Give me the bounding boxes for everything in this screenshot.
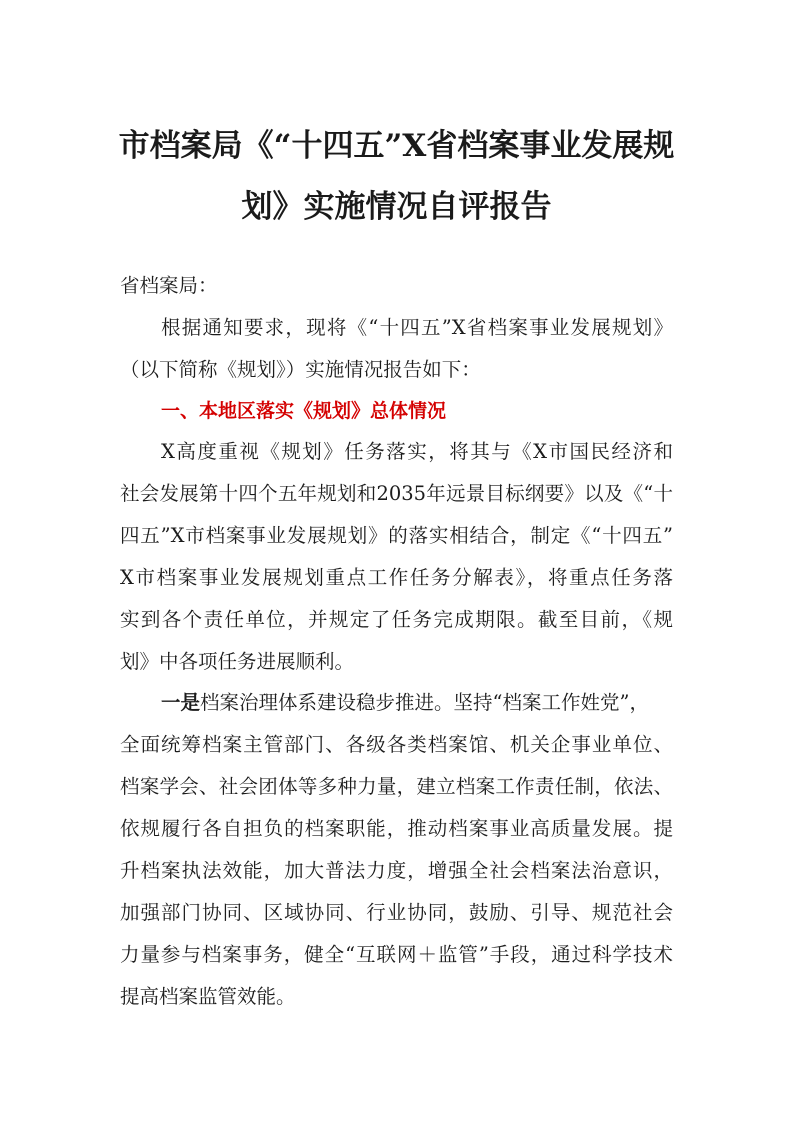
document-title-line-1: 市档案局《“十四五”X省档案事业发展规: [118, 128, 675, 164]
paragraph-2-lead: 一是: [161, 691, 201, 714]
paragraph-2-line: 全面统筹档案主管部门、各级各类档案馆、机关企事业单位、: [120, 733, 673, 756]
intro-line-2: （以下简称《规划》）实施情况报告如下：: [120, 358, 481, 381]
paragraph-1-line: 实到各个责任单位，并规定了任务完成期限。截至目前，《规: [120, 608, 673, 631]
paragraph-1-line: 四五”X市档案事业发展规划》的落实相结合，制定《“十四五”: [120, 524, 673, 547]
paragraph-1-line: X市档案事业发展规划重点工作任务分解表》，将重点任务落: [120, 566, 673, 589]
section-heading-1: 一、本地区落实《规划》总体情况: [161, 400, 447, 422]
document-title-line-2: 划》实施情况自评报告: [241, 189, 552, 225]
paragraph-2-line: 加强部门协同、区域协同、行业协同，鼓励、引导、规范社会: [120, 901, 673, 924]
paragraph-2-line: 提高档案监管效能。: [120, 985, 296, 1008]
paragraph-2-line: 力量参与档案事务，健全“互联网＋监管”手段，通过科学技术: [120, 943, 673, 966]
salutation: 省档案局：: [120, 274, 218, 297]
paragraph-1-line: 社会发展第十四个五年规划和2035年远景目标纲要》以及《“十: [120, 482, 673, 505]
intro-line-1: 根据通知要求，现将《“十四五”X省档案事业发展规划》: [161, 316, 673, 339]
paragraph-2-line: 升档案执法效能，加大普法力度，增强全社会档案法治意识，: [120, 859, 673, 882]
paragraph-2-first-rest: 档案治理体系建设稳步推进。坚持“档案工作姓党”，: [200, 691, 649, 714]
paragraph-2-line: 档案学会、社会团体等多种力量，建立档案工作责任制，依法、: [120, 775, 673, 798]
paragraph-1-line: X高度重视《规划》任务落实，将其与《X市国民经济和: [161, 440, 673, 463]
paragraph-1-line: 划》中各项任务进展顺利。: [120, 650, 355, 673]
paragraph-2-line: 依规履行各自担负的档案职能，推动档案事业高质量发展。提: [120, 817, 673, 840]
paragraph-2-first-line: [161, 693, 649, 713]
